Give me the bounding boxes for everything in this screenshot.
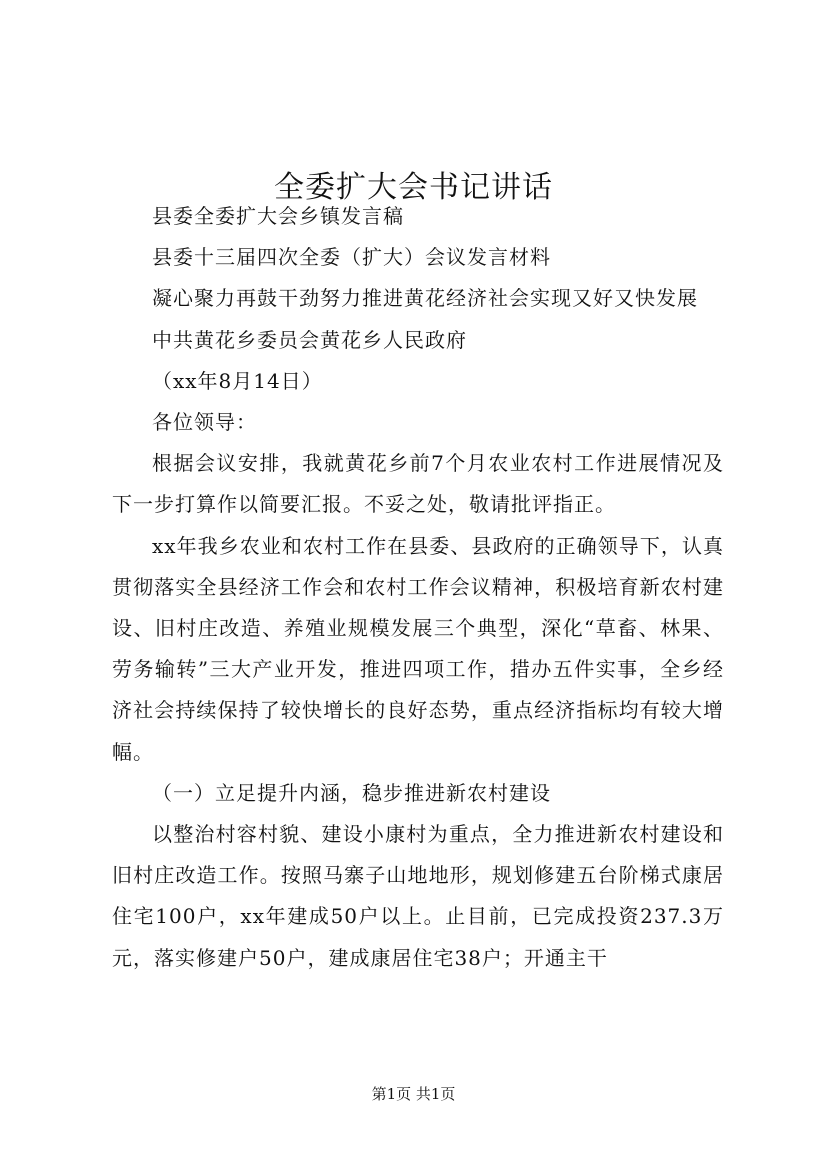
paragraph-issuer: 中共黄花乡委员会黄花乡人民政府 <box>152 327 467 352</box>
paragraph-date: （xx年8月14日） <box>152 368 323 393</box>
paragraph-meeting-material: 县委十三届四次全委（扩大）会议发言材料 <box>152 245 551 270</box>
paragraph-overview: xx年我乡农业和农村工作在县委、县政府的正确领导下，认真贯彻落实全县经济工作会和农村工作会议精神，积极培育新农村建设、旧村庄改造、养殖业规模发展三个典型，深化“草畜、林果、劳务输转”三大产业开发，推进四项工作，措办五件实事，全乡经济社会持续保持了较快增长的良好态势，重点经济指标均有较大增幅。 <box>112 533 724 764</box>
document-title: 全委扩大会书记讲话 <box>274 170 553 206</box>
paragraph-salutation: 各位领导： <box>152 410 257 435</box>
paragraph-new-village: 以整治村容村貌、建设小康村为重点，全力推进新农村建设和旧村庄改造工作。按照马寨子山地地形，规划修建五台阶梯式康居住宅100户，xx年建成50户以上。止目前，已完成投资237.3万元，落实修建户50户，建成康居住宅38户；开通主干 <box>112 822 724 970</box>
section-heading-1: （一）立足提升内涵，稳步推进新农村建设 <box>152 780 551 805</box>
page-footer: 第1页 共1页 <box>371 1085 456 1103</box>
document-body <box>112 196 724 979</box>
paragraph-speech-type: 县委全委扩大会乡镇发言稿 <box>152 204 404 228</box>
paragraph-introduction: 根据会议安排，我就黄花乡前7个月农业农村工作进展情况及下一步打算作以简要汇报。不妥之处，敬请批评指正。 <box>112 451 724 517</box>
paragraph-speech-heading: 凝心聚力再鼓干劲努力推进黄花经济社会实现又好又快发展 <box>152 286 698 311</box>
